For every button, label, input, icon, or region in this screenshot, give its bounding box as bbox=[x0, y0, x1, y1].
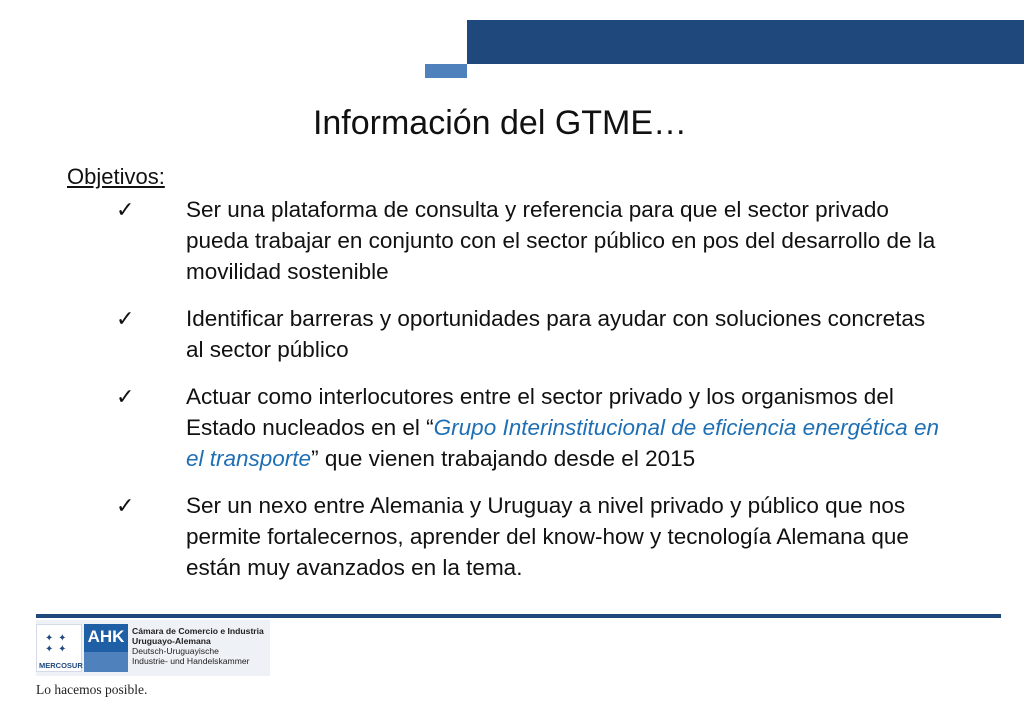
mercosur-logo bbox=[36, 624, 82, 672]
check-icon: ✓ bbox=[116, 384, 135, 409]
tagline: Lo hacemos posible. bbox=[36, 682, 148, 697]
chamber-name bbox=[132, 626, 264, 666]
item-text: Ser un nexo entre Alemania y Uruguay a nivel privado y público que nos permite fortalecernos, aprender del know-how y tecnología Alemana que están muy avanzados en la tema. bbox=[186, 493, 909, 580]
header-bar-light bbox=[425, 64, 467, 78]
slide-title: Información del GTME… bbox=[312, 104, 688, 142]
ahk-mark-band bbox=[84, 652, 128, 672]
item-highlight: Grupo Interinstitucional de eficiencia energética en el transporte bbox=[186, 415, 939, 471]
item-text-post: ” que vienen trabajando desde el 2015 bbox=[311, 446, 696, 471]
chamber-line-4: Industrie- und Handelskammer bbox=[132, 656, 250, 666]
check-icon: ✓ bbox=[116, 306, 135, 331]
ahk-logo bbox=[36, 620, 270, 676]
list-item bbox=[116, 303, 946, 365]
check-icon: ✓ bbox=[116, 197, 135, 222]
item-text-pre: Actuar como interlocutores entre el sector privado y los organismos del Estado nucleados en el “ bbox=[186, 384, 894, 440]
item-text: Identificar barreras y oportunidades para ayudar con soluciones concretas al sector público bbox=[186, 306, 926, 362]
chamber-line-2: Uruguayo-Alemana bbox=[132, 636, 211, 646]
list-item bbox=[116, 194, 946, 287]
section-label: Objetivos: bbox=[67, 164, 165, 189]
footer-rule bbox=[36, 614, 1001, 618]
mercosur-label: MERCOSUR bbox=[39, 661, 83, 670]
item-text: Ser una plataforma de consulta y referencia para que el sector privado pueda trabajar en conjunto con el sector público en pos del desarrollo de la movilidad sostenible bbox=[186, 197, 936, 284]
objectives-list bbox=[116, 194, 946, 599]
ahk-mark: AHK bbox=[84, 624, 128, 672]
list-item bbox=[116, 381, 946, 474]
stars-icon: ✦ ✦ ✦ ✦ bbox=[45, 633, 68, 655]
chamber-line-3: Deutsch-Uruguayische bbox=[132, 646, 219, 656]
header-bar-dark bbox=[467, 20, 1024, 64]
check-icon: ✓ bbox=[116, 493, 135, 518]
chamber-line-1: Cámara de Comercio e Industria bbox=[132, 626, 264, 636]
list-item bbox=[116, 490, 946, 583]
